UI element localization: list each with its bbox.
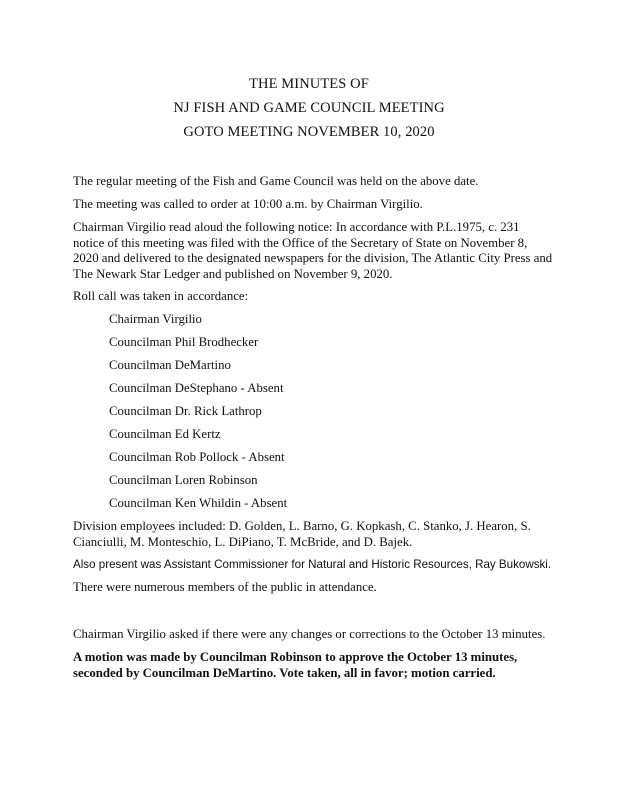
title-line-2: NJ FISH AND GAME COUNCIL MEETING [173, 100, 445, 116]
title-line-3: GOTO MEETING NOVEMBER 10, 2020 [183, 124, 435, 140]
paragraph-also-present: Also present was Assistant Commissioner for Natural and Historic Resources, Ray Bukowski. [73, 558, 552, 571]
roll-call-item: Councilman Loren Robinson [109, 473, 258, 487]
paragraph-called-to-order: The meeting was called to order at 10:00 a.m. by Chairman Virgilio. [73, 197, 423, 211]
roll-call-item: Councilman DeStephano - Absent [109, 381, 284, 395]
roll-call-item: Councilman Ken Whildin - Absent [109, 496, 288, 510]
roll-call-item: Councilman Rob Pollock - Absent [109, 450, 285, 464]
roll-call-item: Councilman DeMartino [109, 358, 231, 372]
paragraph-motion: A motion was made by Councilman Robinson to approve the October 13 minutes, seconded by Councilman DeMartino. Vote taken, all in favor; motion carried. [73, 650, 518, 680]
roll-call-item: Councilman Phil Brodhecker [109, 335, 259, 349]
paragraph-roll-call-intro: Roll call was taken in accordance: [73, 289, 249, 303]
roll-call-item: Chairman Virgilio [109, 312, 202, 326]
paragraph-division-employees: Division employees included: D. Golden, L. Barno, G. Kopkash, C. Stanko, J. Hearon, S. Cianciulli, M. Monteschio, L. DiPiano, T. McBride, and D. Bajek. [73, 519, 531, 549]
roll-call-item: Councilman Ed Kertz [109, 427, 221, 441]
roll-call-item: Councilman Dr. Rick Lathrop [109, 404, 262, 418]
title-line-1: THE MINUTES OF [249, 76, 369, 92]
paragraph-public: There were numerous members of the public in attendance. [73, 580, 377, 594]
paragraph-regular-meeting: The regular meeting of the Fish and Game Council was held on the above date. [73, 174, 479, 188]
paragraph-changes-question: Chairman Virgilio asked if there were any changes or corrections to the October 13 minutes. [73, 627, 546, 641]
paragraph-notice: Chairman Virgilio read aloud the following notice: In accordance with P.L.1975, c. 231 notice of this meeting was filed with the Office of the Secretary of State on November 8, 2020 and delivered to the designated newspapers for the division, The Atlantic City Press and The Newark Star Ledger and published on November 9, 2020. [73, 220, 553, 281]
